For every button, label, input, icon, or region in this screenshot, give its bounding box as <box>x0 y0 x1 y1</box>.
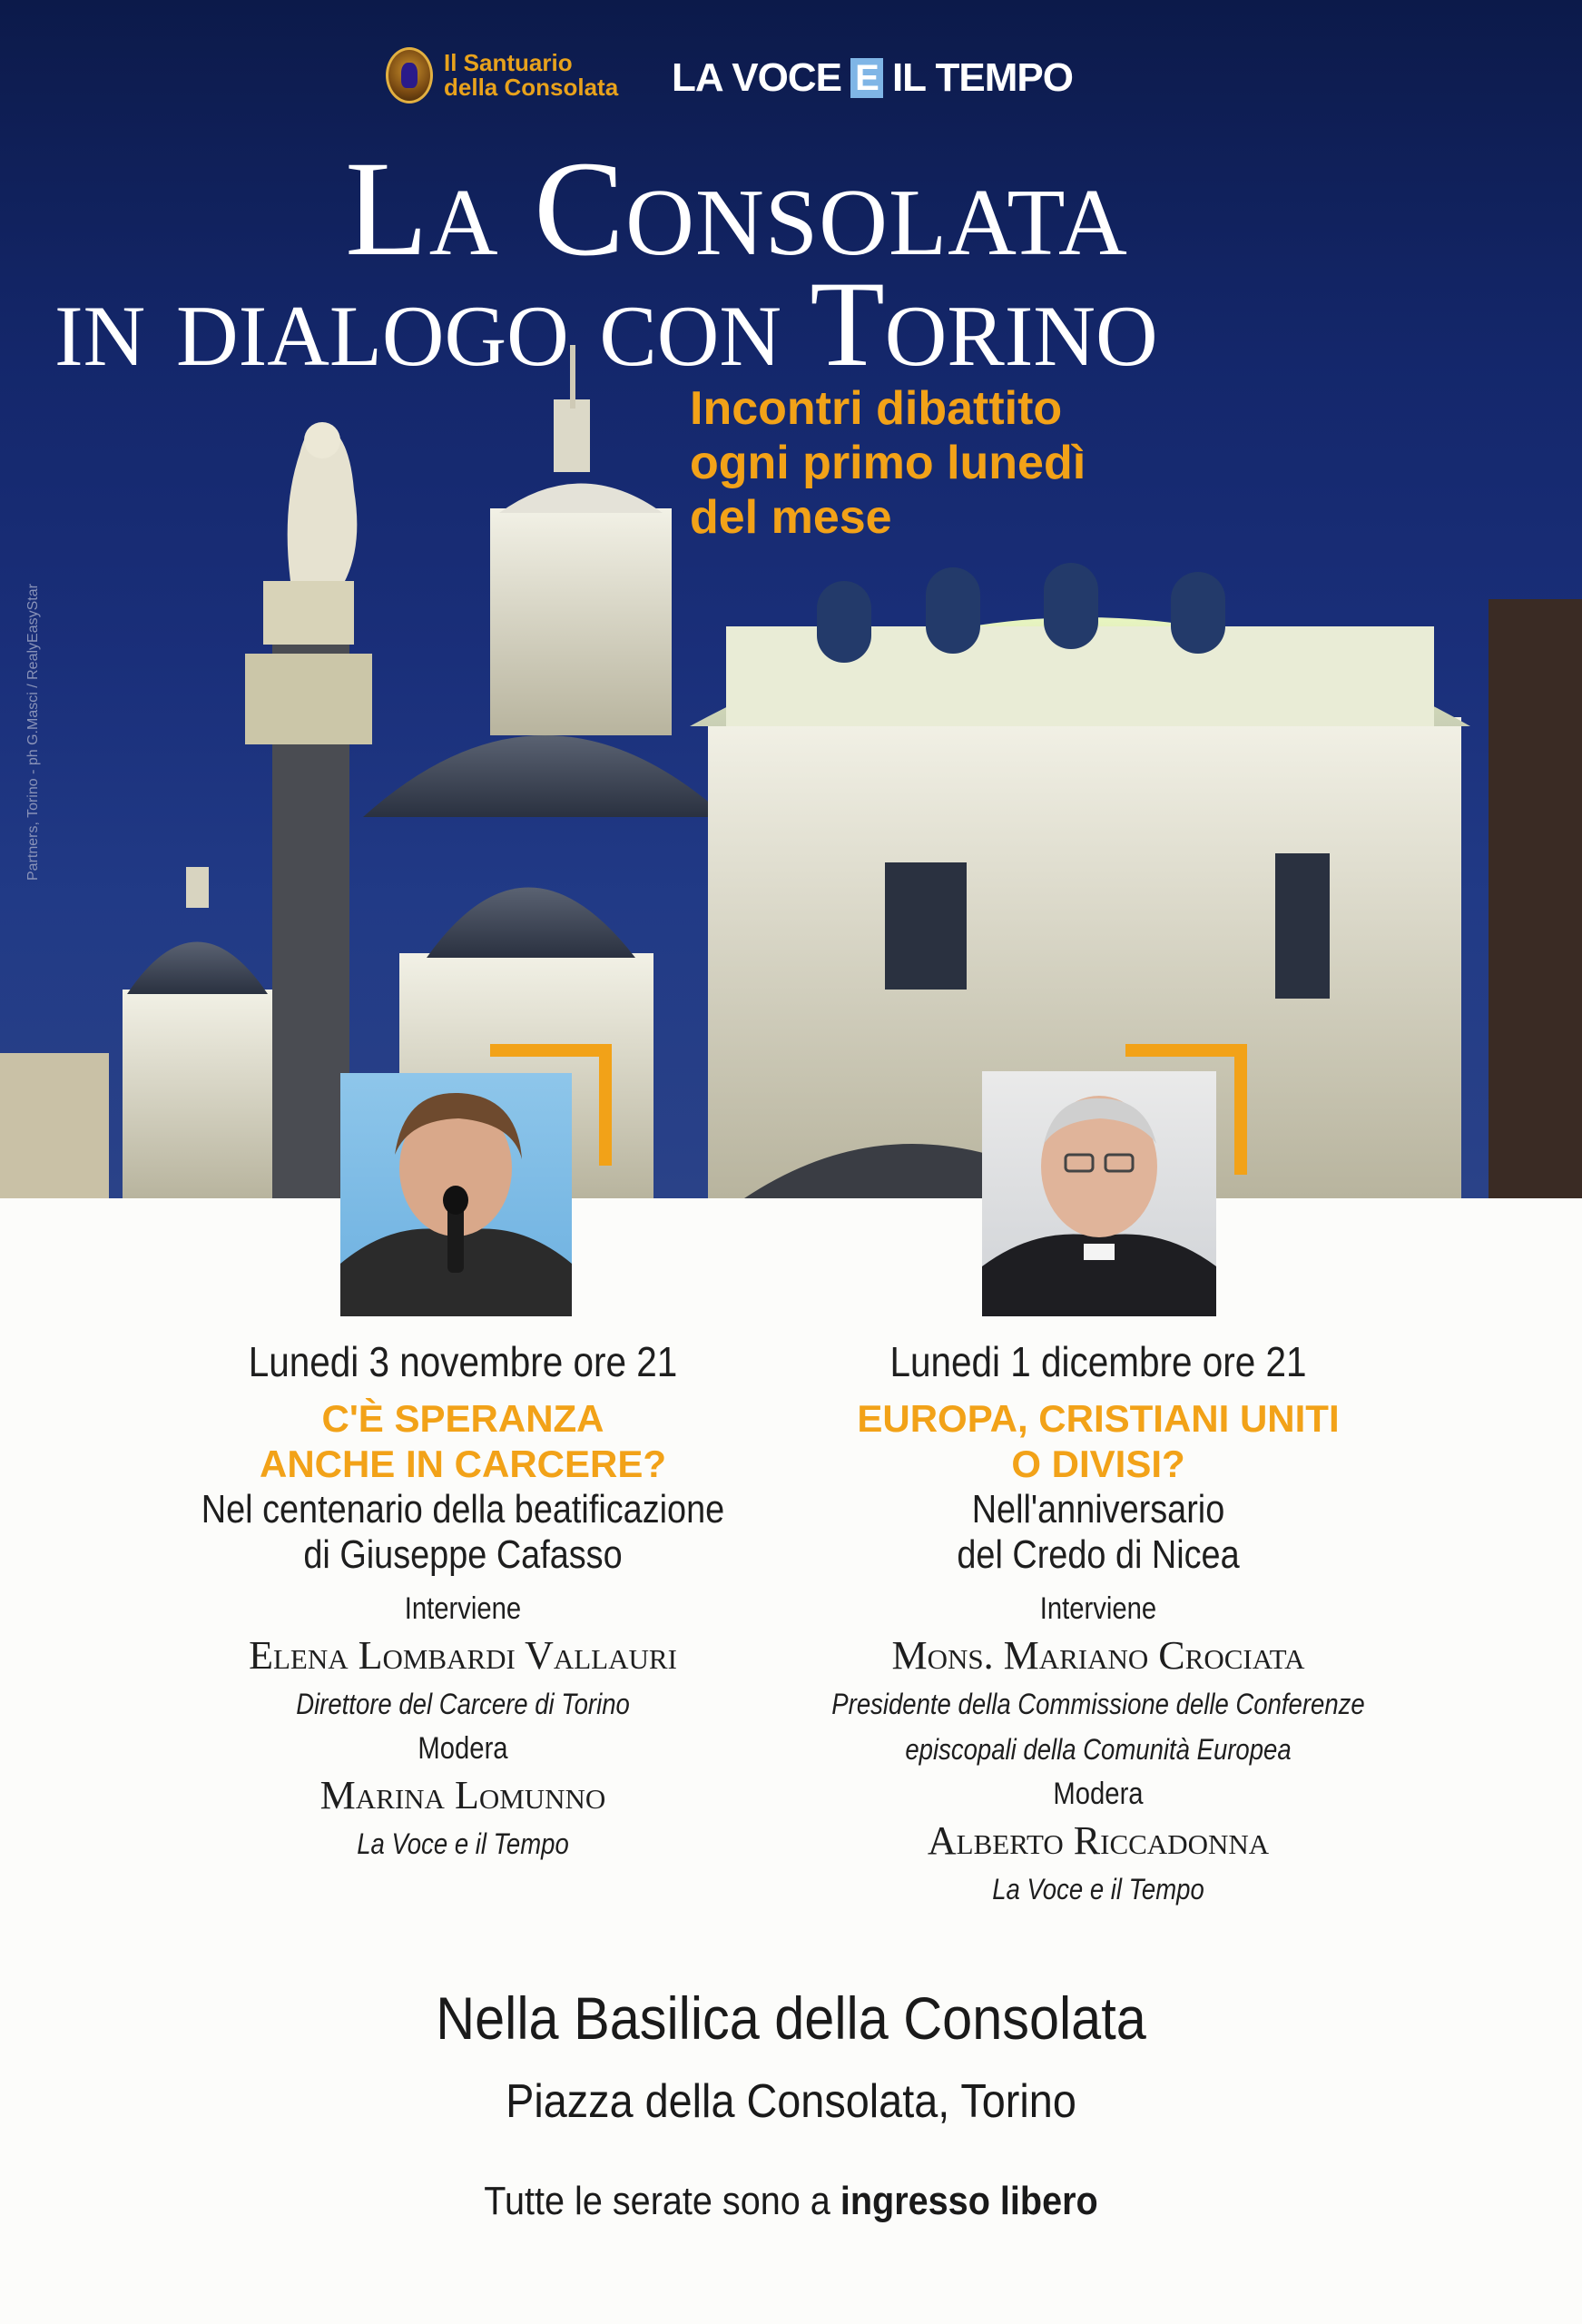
voce-e-box: E <box>850 58 883 98</box>
la-voce-il-tempo-logo <box>672 53 1073 103</box>
entry-prefix: Tutte le serate sono a <box>484 2179 840 2223</box>
voce-right: IL TEMPO <box>891 55 1073 100</box>
event-title-line: O DIVISI? <box>1011 1443 1185 1485</box>
speaker-label: Interviene <box>404 1591 522 1626</box>
speaker-role-line: Direttore del Carcere di Torino <box>296 1688 630 1720</box>
voce-left: LA VOCE <box>672 55 841 100</box>
woman-speaker-photo-icon <box>340 1073 572 1316</box>
speaker-role-line: episcopali della Comunità Europea <box>905 1733 1292 1766</box>
partner-logos <box>0 44 1582 107</box>
moderator-role: La Voce e il Tempo <box>357 1827 569 1860</box>
event-description <box>190 1487 736 1578</box>
subtitle-line: Incontri dibattito <box>690 382 1063 435</box>
event-title-line: EUROPA, CRISTIANI UNITI <box>857 1397 1340 1440</box>
moderator-label: Modera <box>1053 1777 1144 1811</box>
santuario-logo <box>386 44 618 107</box>
speaker-portrait-1 <box>340 1073 572 1316</box>
subtitle <box>690 381 1086 545</box>
event-date: Lunedi 1 dicembre ore 21 <box>889 1338 1307 1385</box>
moderator-name: Marina Lomunno <box>319 1773 606 1817</box>
event-november <box>145 1334 781 1866</box>
moderator-role: La Voce e il Tempo <box>992 1873 1204 1905</box>
event-title <box>781 1396 1416 1487</box>
event-title-line: C'È SPERANZA <box>321 1397 604 1440</box>
speaker-role <box>190 1681 736 1727</box>
moderator-label: Modera <box>418 1731 508 1766</box>
event-description-line: Nell'anniversario <box>971 1487 1225 1531</box>
santuario-logo-text <box>444 48 619 101</box>
event-december <box>781 1334 1416 1912</box>
santuario-line2: della Consolata <box>444 74 619 101</box>
event-title-line: ANCHE IN CARCERE? <box>259 1443 666 1485</box>
address: Piazza della Consolata, Torino <box>506 2075 1076 2128</box>
speaker-name: Mons. Mariano Crociata <box>891 1633 1305 1678</box>
speaker-label: Interviene <box>1039 1591 1157 1626</box>
entry-free: ingresso libero <box>840 2179 1098 2223</box>
venue: Nella Basilica della Consolata <box>436 1984 1146 2052</box>
event-title <box>145 1396 781 1487</box>
santuario-line1: Il Santuario <box>444 48 573 76</box>
subtitle-line: del mese <box>690 491 892 544</box>
speaker-role-line: Presidente della Commissione delle Conferenze <box>831 1688 1365 1720</box>
speaker-portrait-2 <box>982 1071 1216 1316</box>
event-description-line: del Credo di Nicea <box>957 1532 1240 1577</box>
event-description-line: Nel centenario della beatificazione <box>201 1487 725 1531</box>
bishop-speaker-photo-icon <box>982 1071 1216 1316</box>
entry-note <box>79 2179 1503 2224</box>
event-description <box>825 1487 1371 1578</box>
moderator-name: Alberto Riccadonna <box>927 1818 1270 1863</box>
photo-credit: Partners, Torino - ph G.Masci / RealyEasyStar <box>25 584 41 881</box>
madonna-emblem-icon <box>386 47 433 103</box>
speaker-role <box>825 1681 1371 1772</box>
main-title-line2: in dialogo con Torino <box>54 257 1158 392</box>
event-date: Lunedi 3 novembre ore 21 <box>248 1338 678 1385</box>
subtitle-line: ogni primo lunedì <box>690 437 1086 489</box>
speaker-name: Elena Lombardi Vallauri <box>249 1633 677 1678</box>
main-title-line1: La Consolata <box>345 133 1128 284</box>
event-description-line: di Giuseppe Cafasso <box>303 1532 623 1577</box>
